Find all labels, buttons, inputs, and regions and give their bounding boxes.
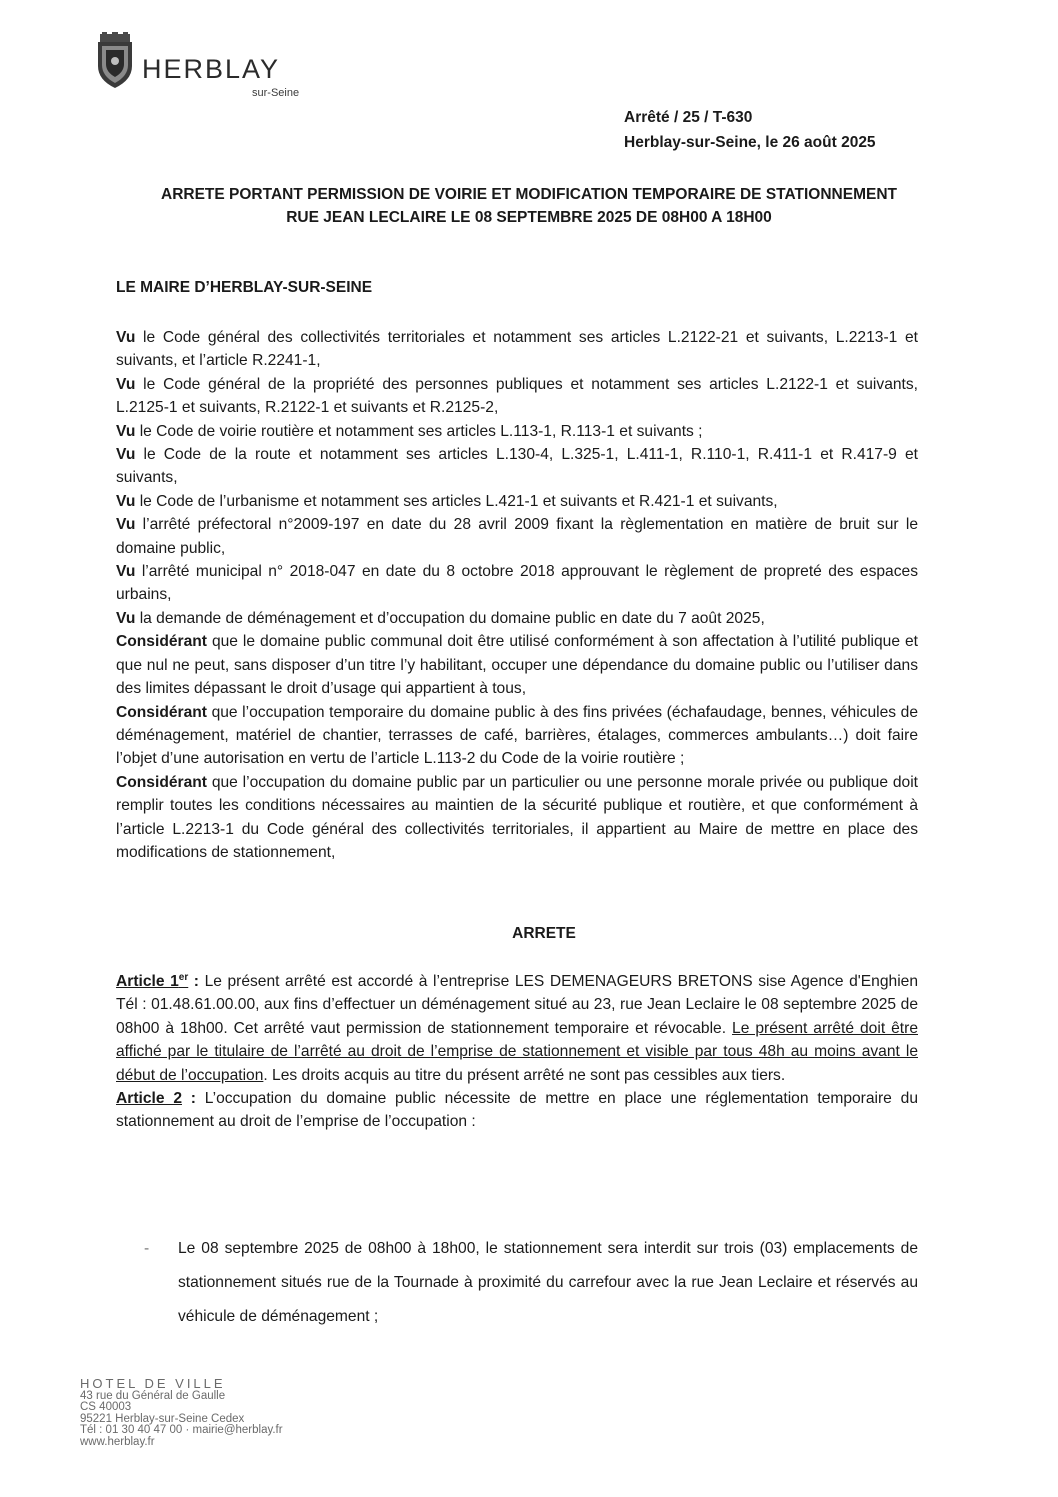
footer-line: 95221 Herblay-sur-Seine Cedex <box>80 1412 245 1425</box>
considerations-block <box>116 326 918 864</box>
authority-heading: LE MAIRE D’HERBLAY-SUR-SEINE <box>116 279 373 296</box>
herblay-logo <box>92 32 312 99</box>
measures-list <box>140 1232 918 1334</box>
consideration-item: Vu le Code de voirie routière et notamment ses articles L.113-1, R.113-1 et suivants ; <box>116 422 703 440</box>
article-1: Article 1er : Le présent arrêté est accordé à l’entreprise LES DEMENAGEURS BRETONS sise Agence d'Enghien Tél : 01.48.61.00.00, aux fins d’effectuer un déménagement situé au 23, rue Jean Leclaire le 08 septembre 2025 de 08h00 à 18h00. Cet arrêté vaut permission de stationnement temporaire et révocable. Le présent arrêté doit être affiché par le titulaire de l’arrêté au droit de l’emprise de stationnement et visible par tous 48h au moins avant le début de l’occupation. Les droits acquis au titre du présent arrêté ne sont pas cessibles aux tiers. <box>116 971 919 1084</box>
decree-title <box>100 183 958 229</box>
title-line-2: RUE JEAN LECLAIRE LE 08 SEPTEMBRE 2025 DE 08H00 A 18H00 <box>286 209 772 226</box>
consideration-item: Vu le Code général de la propriété des personnes publiques et notamment ses articles L.2122-1 et suivants, L.2125-1 et suivants, R.2122-1 et suivants et R.2125-2, <box>116 375 918 417</box>
consideration-item: Considérant que l’occupation temporaire du domaine public à des fins privées (échafaudage, bennes, véhicules de déménagement, matériel de chantier, terrasses de café, barrières, étalages, commerces ambulants…) doit faire l’objet d’une autorisation en vertu de l’article L.113-2 du Code de la voirie routière ; <box>116 703 918 768</box>
consideration-item: Vu le Code général des collectivités territoriales et notamment ses articles L.2122-21 et suivants, L.2213-1 et suivants, et l’article R.2241-1, <box>116 329 918 370</box>
footer-line: Tél : 01 30 40 47 00 · mairie@herblay.fr <box>80 1424 283 1436</box>
footer-address <box>80 1378 283 1448</box>
posting-requirement: Le présent arrêté doit être affiché par le titulaire de l’arrêté au droit de l’emprise de stationnement et visible par tous 48h au moins avant le début de l’occupation <box>116 1019 918 1084</box>
consideration-item: Vu le Code de l’urbanisme et notamment ses articles L.421-1 et suivants et R.421-1 et suivants, <box>116 492 778 510</box>
footer-line: CS 40003 <box>80 1401 132 1413</box>
consideration-item: Vu le Code de la route et notamment ses articles L.130-4, L.325-1, L.411-1, R.110-1, R.411-1 et R.417-9 et suivants, <box>116 446 918 487</box>
article-2-label: Article 2 <box>116 1090 182 1108</box>
place-date: Herblay-sur-Seine, le 26 août 2025 <box>624 133 876 151</box>
list-item: - Le 08 septembre 2025 de 08h00 à 18h00, le stationnement sera interdit sur trois (03) emplacements de stationnement situés rue de la Tournade à proximité du carrefour avec la rue Jean Leclaire et réservés au véhicule de déménagement ; <box>140 1232 918 1334</box>
city-crest-icon <box>92 32 138 90</box>
decree-reference <box>624 106 876 155</box>
footer-title: HOTEL DE VILLE <box>80 1376 226 1391</box>
logo-subtitle: sur-Seine <box>252 87 300 99</box>
footer-line: 43 rue du Général de Gaulle <box>80 1389 226 1402</box>
articles-block <box>116 970 918 1134</box>
consideration-item: Vu la demande de déménagement et d’occupation du domaine public en date du 7 août 2025, <box>116 609 765 627</box>
consideration-item: Considérant que le domaine public communal doit être utilisé conformément à son affectation à l’utilité publique et que nul ne peut, sans disposer d’un titre l’y habilitant, occuper une dépendance du domaine public ou l’utiliser dans des limites dépassant le droit d’usage qui appartient à tous, <box>116 633 918 698</box>
decree-number: Arrêté / 25 / T-630 <box>624 109 753 126</box>
consideration-item: Considérant que l’occupation du domaine public par un particulier ou une personne morale privée ou publique doit remplir toutes les conditions nécessaires au maintien de la sécurité publique et routière, et que conformément à l’article L.2213-1 du Code général des collectivités territoriales, il appartient au Maire de mettre en place des modifications de stationnement, <box>116 773 918 861</box>
article-1-label: Article 1er <box>116 971 189 990</box>
logo-wordmark: HERBLAY <box>142 54 281 84</box>
article-2: Article 2 : L’occupation du domaine public nécessite de mettre en place une réglementation temporaire du stationnement au droit de l’emprise de l’occupation : <box>116 1090 918 1131</box>
title-line-1: ARRETE PORTANT PERMISSION DE VOIRIE ET MODIFICATION TEMPORAIRE DE STATIONNEMENT <box>161 186 897 203</box>
footer-line: www.herblay.fr <box>80 1435 155 1448</box>
consideration-item: Vu l’arrêté municipal n° 2018-047 en date du 8 octobre 2018 approuvant le règlement de propreté des espaces urbains, <box>116 563 918 604</box>
consideration-item: Vu l’arrêté préfectoral n°2009-197 en date du 28 avril 2009 fixant la règlementation en matière de bruit sur le domaine public, <box>116 516 918 557</box>
decision-heading: ARRETE <box>512 925 576 942</box>
list-dash: - <box>144 1240 150 1257</box>
